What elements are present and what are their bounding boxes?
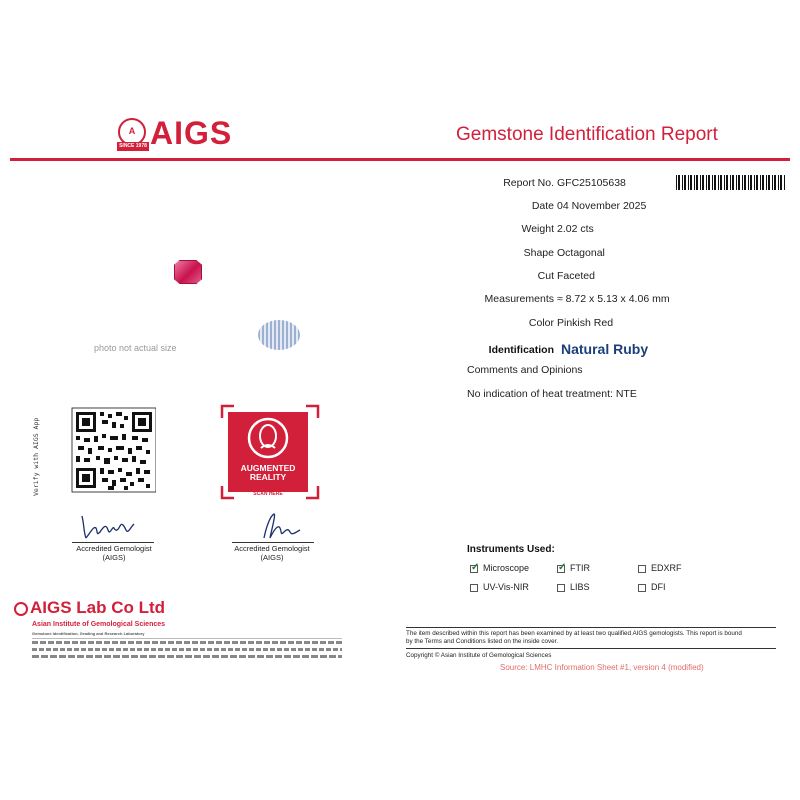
- date-label: Date: [531, 200, 554, 212]
- gem-photo: [174, 260, 202, 284]
- gemologist2-signature: [256, 508, 306, 542]
- comments-heading: Comments and Opinions: [467, 364, 583, 376]
- ar-label-line2: REALITY: [249, 472, 287, 482]
- footer-rule-top: [406, 627, 776, 628]
- measurements-value: ≈ 8.72 x 5.13 x 4.06 mm: [557, 293, 670, 305]
- copyright-text: Copyright © Asian Institute of Gemological Sciences: [406, 652, 552, 659]
- lab-tagline: Gemstone Identification, Grading and Research Laboratory: [32, 631, 145, 636]
- date-value: 04 November 2025: [557, 200, 647, 212]
- weight-value: 2.02 cts: [557, 223, 594, 235]
- color-label: Color: [528, 317, 554, 329]
- header-divider: [10, 158, 790, 161]
- checkbox-uv-vis-nir[interactable]: [470, 584, 478, 592]
- cut-label: Cut: [537, 270, 554, 282]
- signature-line-2: [232, 542, 314, 543]
- weight-label: Weight: [521, 223, 554, 235]
- report-sheet: [10, 116, 790, 688]
- lab-name: AIGS Lab Co Ltd: [30, 598, 166, 617]
- instrument-label-edxrf: EDXRF: [651, 563, 682, 573]
- lab-address-line-3: [32, 655, 342, 658]
- gemologist1-title: Accredited Gemologist: [76, 544, 152, 553]
- footer-rule-middle: [406, 648, 776, 649]
- lab-address-line-2: [32, 648, 342, 651]
- gemologist2-org: (AIGS): [260, 553, 284, 562]
- instrument-label-ftir: FTIR: [570, 563, 590, 573]
- instrument-label-microscope: Microscope: [483, 563, 530, 573]
- lab-logo-icon: [14, 602, 28, 616]
- gemologist2-title: Accredited Gemologist: [234, 544, 310, 553]
- lab-address-rule: [32, 638, 342, 639]
- aigs-logo-icon: A: [118, 118, 146, 146]
- logo-since-badge: SINCE 1978: [117, 142, 149, 151]
- qr-code[interactable]: [52, 406, 156, 494]
- check-icon: ✓: [471, 562, 480, 573]
- gemologist1-caption: [62, 544, 166, 562]
- source-text: Source: LMHC Information Sheet #1, version 4 (modified): [500, 663, 704, 672]
- identification-value: Natural Ruby: [561, 341, 649, 357]
- aigs-logo-text: AIGS: [150, 115, 233, 151]
- lab-subtitle: Asian Institute of Gemological Sciences: [32, 621, 166, 628]
- color-value: Pinkish Red: [557, 317, 614, 329]
- checkbox-microscope[interactable]: [470, 562, 480, 573]
- verify-app-text: Verify with AIGS App: [32, 417, 40, 496]
- disclaimer-text: The item described within this report has been examined by at least two qualified AIGS gemologists. This report is bound by the Terms and Conditions listed on the inside cover.: [406, 630, 742, 645]
- checkbox-dfi[interactable]: [638, 584, 646, 592]
- instrument-label-dfi: DFI: [651, 582, 666, 592]
- ar-label: [228, 464, 308, 482]
- instrument-label-libs: LIBS: [570, 582, 590, 592]
- cut-value: Faceted: [557, 270, 595, 282]
- photo-note: photo not actual size: [94, 343, 177, 353]
- instrument-label-uv-vis-nir: UV-Vis-NIR: [483, 582, 529, 592]
- gemologist1-org: (AIGS): [102, 553, 126, 562]
- shape-value: Octagonal: [557, 247, 605, 259]
- hologram-seal: [258, 320, 300, 350]
- shape-label: Shape: [523, 247, 554, 259]
- checkbox-edxrf[interactable]: [638, 565, 646, 573]
- ar-scan-text: SCAN HERE: [253, 491, 283, 497]
- report-no-label: Report No.: [503, 177, 554, 189]
- measurements-label: Measurements: [484, 293, 554, 305]
- report-no-value: GFC25105638: [557, 177, 626, 189]
- checkbox-ftir[interactable]: [557, 562, 567, 573]
- report-title: Gemstone Identification Report: [456, 124, 718, 145]
- ar-label-line1: AUGMENTED: [240, 463, 296, 473]
- aigs-seal-icon: [246, 416, 290, 460]
- comment-text: No indication of heat treatment: NTE: [467, 388, 637, 400]
- identification-label: Identification: [488, 344, 554, 356]
- barcode: [676, 175, 786, 190]
- gemologist1-signature: [76, 508, 138, 542]
- check-icon: ✓: [558, 562, 567, 573]
- instruments-title: Instruments Used:: [467, 544, 555, 555]
- checkbox-libs[interactable]: [557, 584, 565, 592]
- signature-line-1: [72, 542, 154, 543]
- lab-address-line-1: [32, 641, 342, 644]
- gemologist2-caption: [220, 544, 324, 562]
